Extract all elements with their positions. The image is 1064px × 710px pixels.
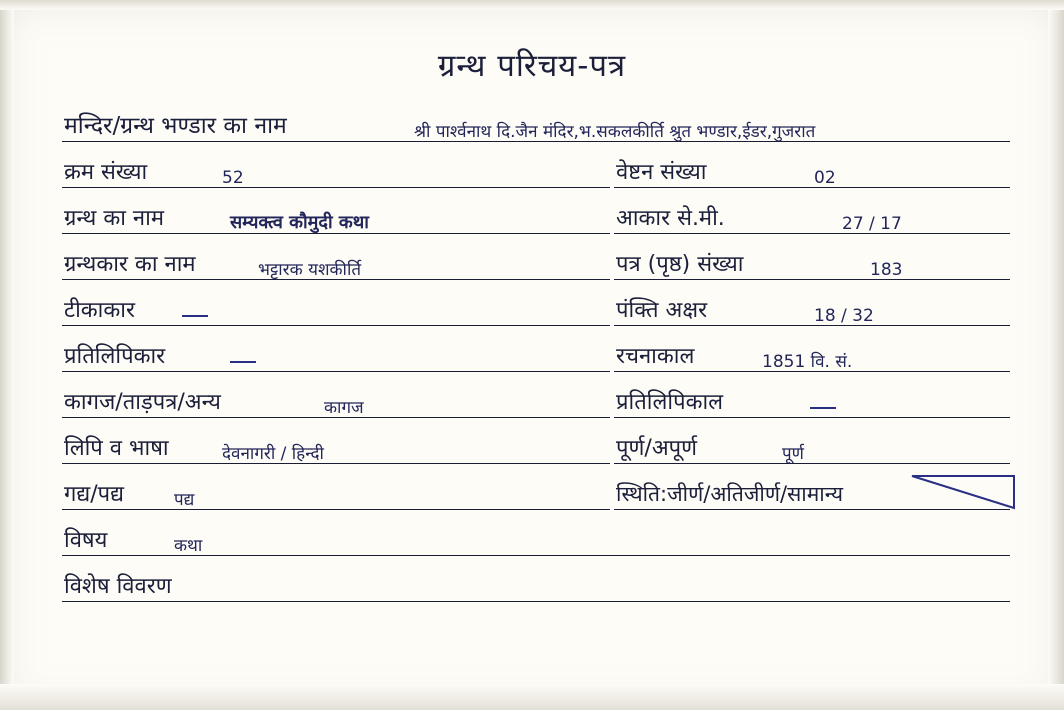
field-rule bbox=[614, 417, 1010, 418]
form-row-7 bbox=[62, 426, 1010, 472]
field-script-language bbox=[62, 426, 610, 472]
value-subject: कथा bbox=[174, 536, 203, 556]
field-rule bbox=[62, 371, 610, 372]
form-row-4 bbox=[62, 288, 1010, 334]
form-row-10 bbox=[62, 564, 1010, 610]
label-scribe: प्रतिलिपिकार bbox=[64, 340, 170, 370]
label-lines-letters: पंक्ति अक्षर bbox=[616, 294, 712, 324]
field-rule bbox=[62, 601, 1010, 602]
label-commentator: टीकाकार bbox=[64, 294, 140, 324]
value-folio-count: 183 bbox=[870, 260, 903, 280]
field-commentator bbox=[62, 288, 610, 334]
field-condition bbox=[614, 472, 1010, 518]
form-row-3 bbox=[62, 242, 1010, 288]
field-rule bbox=[614, 509, 1010, 510]
field-subject bbox=[62, 518, 1010, 564]
scan-edge-left bbox=[0, 0, 14, 710]
form-row-6 bbox=[62, 380, 1010, 426]
field-serial-number bbox=[62, 150, 610, 196]
value-serial-number: 52 bbox=[222, 168, 244, 188]
label-condition: स्थिति:जीर्ण/अतिजीर्ण/सामान्य bbox=[616, 480, 848, 508]
label-serial-number: क्रम संख्या bbox=[64, 156, 152, 186]
value-completeness: पूर्ण bbox=[782, 444, 804, 464]
value-script-language: देवनागरी / हिन्दी bbox=[222, 444, 324, 464]
field-composition-date bbox=[614, 334, 1010, 380]
field-lines-letters bbox=[614, 288, 1010, 334]
field-size-cm bbox=[614, 196, 1010, 242]
field-rule bbox=[62, 463, 610, 464]
label-copy-date: प्रतिलिपिकाल bbox=[616, 386, 728, 416]
scan-edge-top bbox=[0, 0, 1064, 10]
field-bundle-number bbox=[614, 150, 1010, 196]
field-text-name bbox=[62, 196, 610, 242]
dash-mark-commentator bbox=[182, 315, 208, 317]
selection-mark-condition bbox=[910, 472, 1018, 512]
label-bundle-number: वेष्टन संख्या bbox=[616, 156, 711, 186]
label-material: कागज/ताड़पत्र/अन्य bbox=[64, 386, 226, 416]
field-completeness bbox=[614, 426, 1010, 472]
field-rule bbox=[614, 463, 1010, 464]
field-rule bbox=[614, 325, 1010, 326]
page-title: ग्रन्थ परिचय-पत्र bbox=[437, 48, 627, 84]
label-author-name: ग्रन्थकार का नाम bbox=[64, 248, 201, 278]
label-subject: विषय bbox=[64, 524, 112, 554]
label-folio-count: पत्र (पृष्ठ) संख्या bbox=[616, 248, 748, 278]
value-lines-letters: 18 / 32 bbox=[814, 306, 874, 326]
label-special-remarks: विशेष विवरण bbox=[64, 570, 177, 600]
field-prose-verse bbox=[62, 472, 610, 518]
field-rule bbox=[62, 325, 610, 326]
form-body bbox=[62, 104, 1010, 610]
form-row-8 bbox=[62, 472, 1010, 518]
field-rule bbox=[62, 555, 1010, 556]
value-composition-date: 1851 वि. सं. bbox=[762, 352, 853, 372]
dash-mark-scribe bbox=[230, 361, 256, 363]
field-author-name bbox=[62, 242, 610, 288]
label-completeness: पूर्ण/अपूर्ण bbox=[616, 432, 702, 462]
label-text-name: ग्रन्थ का नाम bbox=[64, 202, 169, 232]
form-row-9 bbox=[62, 518, 1010, 564]
value-text-name: सम्यक्त्व कौमुदी कथा bbox=[230, 212, 369, 233]
field-material bbox=[62, 380, 610, 426]
scan-edge-bottom bbox=[0, 684, 1064, 710]
value-material: कागज bbox=[324, 398, 364, 418]
scan-edge-right bbox=[1048, 0, 1064, 710]
field-rule bbox=[614, 279, 1010, 280]
label-size-cm: आकार से.मी. bbox=[616, 202, 730, 232]
value-size-cm: 27 / 17 bbox=[842, 214, 902, 234]
field-rule bbox=[614, 187, 1010, 188]
label-script-language: लिपि व भाषा bbox=[64, 432, 174, 462]
form-row-2 bbox=[62, 196, 1010, 242]
field-folio-count bbox=[614, 242, 1010, 288]
value-bundle-number: 02 bbox=[814, 168, 836, 188]
field-rule bbox=[62, 187, 610, 188]
value-repository-name: श्री पार्श्वनाथ दि.जैन मंदिर,भ.सकलकीर्ति श्रुत भण्डार,ईडर,गुजरात bbox=[414, 122, 816, 142]
dash-mark-copy-date bbox=[810, 407, 836, 409]
label-repository-name: मन्दिर/ग्रन्थ भण्डार का नाम bbox=[64, 108, 292, 140]
field-special-remarks bbox=[62, 564, 1010, 610]
field-scribe bbox=[62, 334, 610, 380]
field-rule bbox=[62, 509, 610, 510]
field-copy-date bbox=[614, 380, 1010, 426]
label-composition-date: रचनाकाल bbox=[616, 340, 699, 370]
form-row-5 bbox=[62, 334, 1010, 380]
value-prose-verse: पद्य bbox=[174, 490, 195, 510]
form-row-repository bbox=[62, 104, 1010, 150]
field-rule bbox=[614, 233, 1010, 234]
form-row-1 bbox=[62, 150, 1010, 196]
label-prose-verse: गद्य/पद्य bbox=[64, 478, 129, 508]
value-author-name: भट्टारक यशकीर्ति bbox=[258, 260, 362, 280]
